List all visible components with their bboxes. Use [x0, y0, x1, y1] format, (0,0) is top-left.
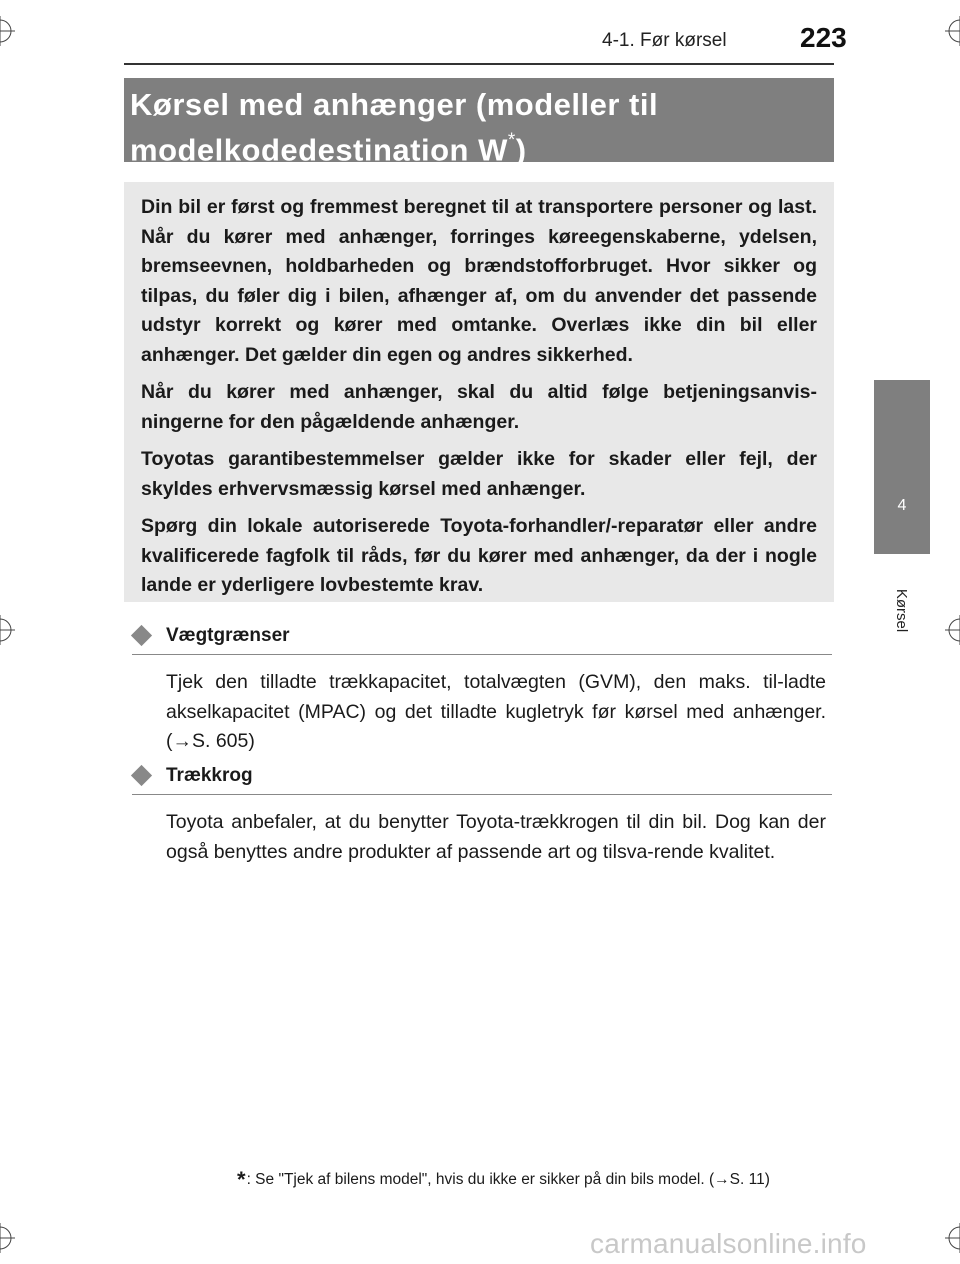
intro-paragraph: Når du kører med anhænger, skal du altid følge betjeningsanvis-ningerne for den pågældende anhænger. — [141, 381, 817, 433]
section-title: Vægtgrænser — [166, 625, 290, 646]
title-bar — [124, 78, 834, 168]
title-close: ) — [515, 132, 527, 168]
title-line-2: modelkodedestination W — [130, 132, 508, 168]
footnote-marker: * — [507, 130, 516, 151]
footnote-marker: * — [237, 1167, 246, 1192]
chapter-name-wrapper — [868, 575, 936, 645]
section-title: Trækkrog — [166, 765, 253, 786]
section-body: Tjek den tilladte trækkapacitet, totalvægten (GVM), den maks. til-ladte akselkapacitet (MPAC) og det tilladte kugletryk før kørsel med anhænger. (→S. 605) — [166, 671, 826, 752]
registration-mark — [0, 1223, 15, 1253]
page-title — [130, 85, 830, 169]
footnote-text: : Se "Tjek af bilens model", hvis du ikke er sikker på din bils model. (→S. 11) — [246, 1171, 770, 1188]
chapter-tab — [874, 380, 930, 554]
watermark: carmanualsonline.info — [590, 1228, 867, 1259]
intro-box — [124, 182, 834, 602]
registration-mark — [945, 16, 960, 46]
chapter-name: Kørsel — [893, 588, 911, 632]
diamond-bullet-icon — [131, 765, 152, 786]
registration-mark — [945, 615, 960, 645]
chapter-number: 4 — [897, 497, 907, 514]
registration-mark — [0, 615, 15, 645]
section-heading-tow-hitch — [132, 764, 832, 795]
header-rule — [124, 63, 834, 65]
intro-paragraph: Spørg din lokale autoriserede Toyota-forhandler/-reparatør eller andre kvalificerede fagfolk til råds, før du kører med anhænger, da der i nogle lande er yderligere lovbestemte krav. — [141, 515, 817, 596]
registration-mark — [0, 16, 15, 46]
page-number: 223 — [800, 22, 847, 53]
intro-paragraph: Toyotas garantibestemmelser gælder ikke for skader eller fejl, der skyldes erhvervsmæssig kørsel med anhænger. — [141, 448, 817, 500]
section-label: 4-1. Før kørsel — [602, 30, 727, 51]
intro-paragraph: Din bil er først og fremmest beregnet til at transportere personer og last. Når du kører med anhænger, forringes køreegenskaberne, ydelsen, bremseevnen, holdbarheden og brændstofforbruget. Hvor sikker og tilpas, du føler dig i bilen, afhænger af, om du anvender det passende udstyr korrekt og kører med omtanke. Overlæs ikke din bil eller anhænger. Det gælder din egen og andres sikkerhed. — [141, 196, 817, 366]
section-body: Toyota anbefaler, at du benytter Toyota-trækkrogen til din bil. Dog kan der også benyttes andre produkter af passende art og tilsva-rende kvalitet. — [166, 811, 826, 863]
footnote — [237, 1164, 770, 1190]
diamond-bullet-icon — [131, 625, 152, 646]
title-line-1: Kørsel med anhænger (modeller til — [130, 87, 659, 122]
registration-mark — [945, 1223, 960, 1253]
section-heading-weight-limits — [132, 624, 832, 655]
